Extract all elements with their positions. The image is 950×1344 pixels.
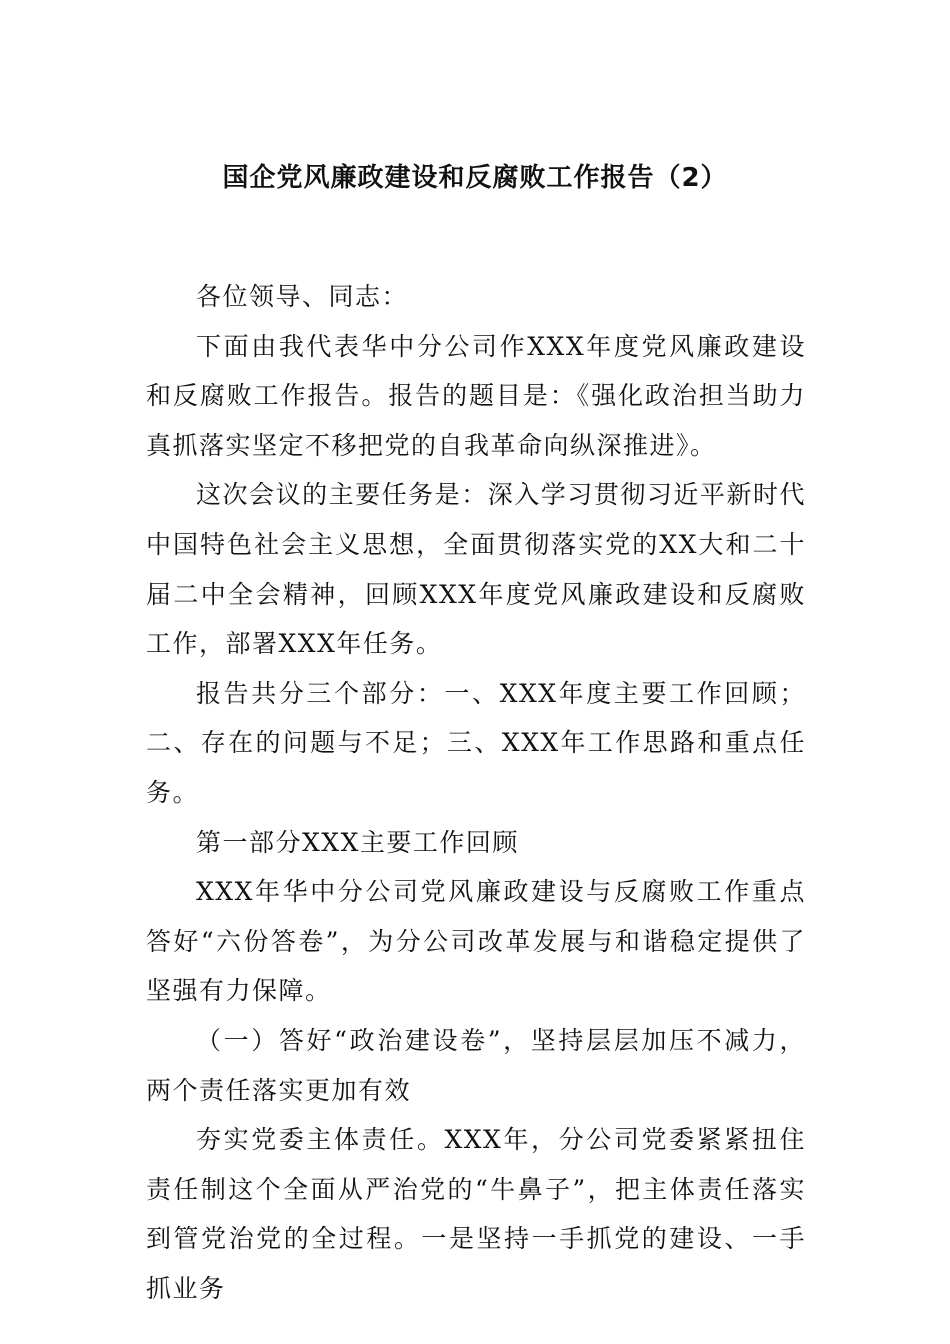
section-heading-part-one: 第一部分XXX主要工作回顾 — [196, 827, 519, 857]
paragraph-six-answers: XXX年华中分公司党风廉政建设与反腐败工作重点答好“六份答卷”，为分公司改革发展与和谐稳定提供了坚强有力保障。 — [146, 877, 806, 1006]
paragraph-salutation: 各位领导、同志： — [196, 282, 409, 311]
document-body — [146, 272, 806, 1313]
paragraph-report-structure: 报告共分三个部分：一、XXX年度主要工作回顾；二、存在的问题与不足；三、XXX年工作思路和重点任务。 — [146, 678, 806, 807]
subsection-heading-one: （一）答好“政治建设卷”，坚持层层加压不减力，两个责任落实更加有效 — [146, 1025, 806, 1105]
paragraph-report-intro: 下面由我代表华中分公司作XXX年度党风廉政建设和反腐败工作报告。报告的题目是：《强化政治担当助力真抓落实坚定不移把党的自我革命向纵深推进》。 — [146, 331, 806, 460]
paragraph-meeting-tasks: 这次会议的主要任务是：深入学习贯彻习近平新时代中国特色社会主义思想，全面贯彻落实党的XX大和二十届二中全会精神，回顾XXX年度党风廉政建设和反腐败工作，部署XXX年任务。 — [146, 480, 806, 659]
document-title: 国企党风廉政建设和反腐败工作报告（2） — [222, 163, 728, 193]
paragraph-party-responsibility: 夯实党委主体责任。XXX年，分公司党委紧紧扭住责任制这个全面从严治党的“牛鼻子”，把主体责任落实到管党治党的全过程。一是坚持一手抓党的建设、一手抓业务 — [146, 1125, 806, 1303]
